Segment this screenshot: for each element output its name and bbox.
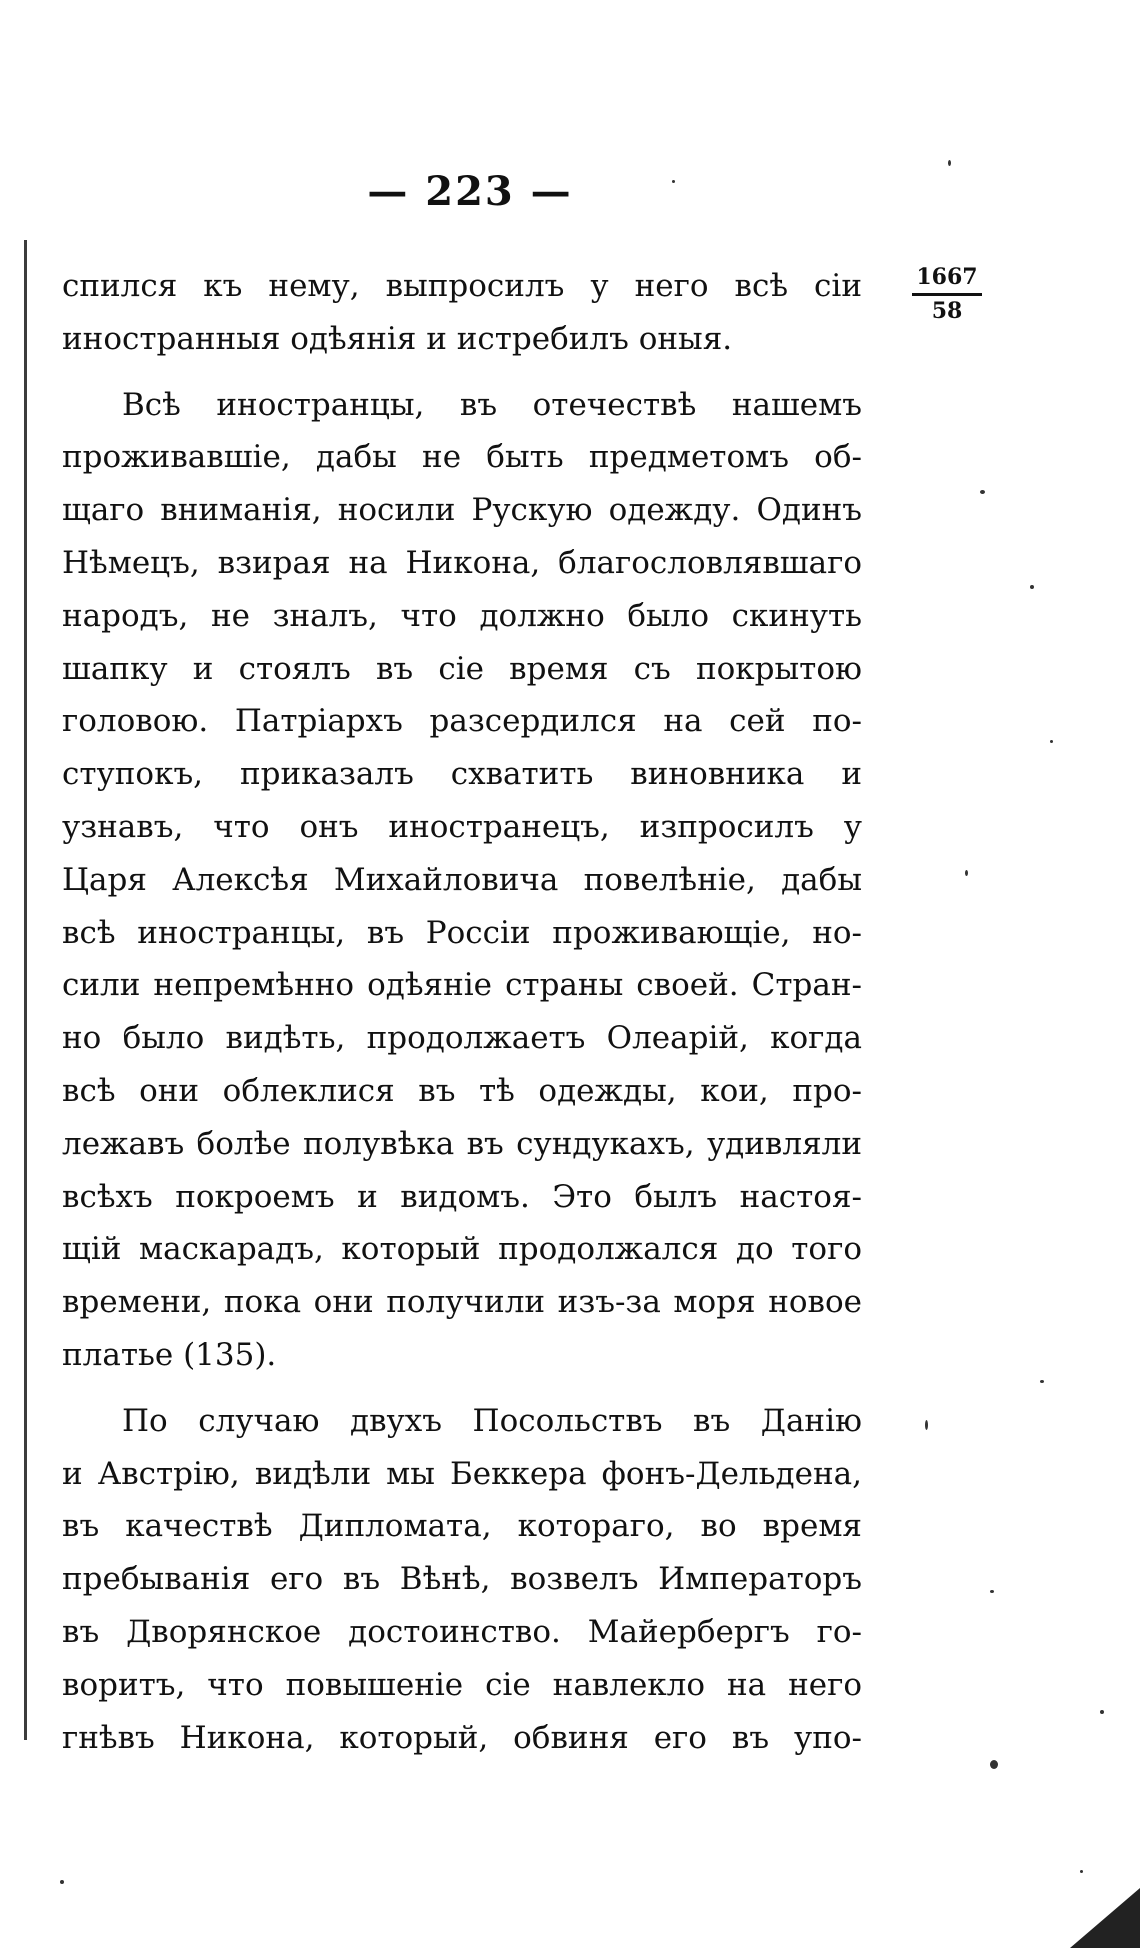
text-line: воритъ, что повышеніе сіе навлекло на него (62, 1666, 862, 1703)
text-line: По случаю двухъ Посольствъ въ Данію (122, 1402, 862, 1439)
body-text (62, 260, 862, 1764)
text-line: иностранныя одѣянія и истребилъ оныя. (62, 320, 733, 357)
text-line: щаго вниманія, носили Рускую одежду. Одинъ (62, 492, 862, 529)
text-line: шапку и стоялъ въ сіе время съ покрытою (62, 650, 862, 687)
text-line: и Австрію, видѣли мы Беккера фонъ-Дельдена, (62, 1455, 862, 1492)
text-line: времени, пока они получили изъ-за моря новое (62, 1284, 862, 1321)
text-line: Царя Алексѣя Михайловича повелѣніе, дабы (62, 861, 862, 898)
text-line: въ качествѣ Дипломата, котораго, во время (62, 1508, 862, 1545)
page-edge-rule (24, 240, 27, 1740)
scan-speck (1030, 585, 1034, 589)
text-line: головою. Патріархъ разсердился на сей по- (62, 703, 862, 740)
scan-speck (990, 1590, 994, 1593)
scan-speck (980, 490, 985, 494)
text-line: проживавшіе, дабы не быть предметомъ об- (62, 439, 862, 476)
margin-note (912, 262, 982, 326)
text-line: всѣ иностранцы, въ Россіи проживающіе, но- (62, 914, 862, 951)
margin-note-year: 1667 (912, 262, 982, 296)
scan-speck (1040, 1380, 1044, 1383)
scan-speck (965, 870, 968, 876)
text-line: гнѣвъ Никона, который, обвиня его въ упо- (62, 1719, 862, 1756)
text-line: сили непремѣнно одѣяніе страны своей. Стран- (62, 967, 862, 1004)
paragraph (62, 260, 862, 366)
text-line: щій маскарадъ, который продолжался до того (62, 1231, 862, 1268)
scan-corner-shadow (1070, 1888, 1140, 1948)
scan-speck (925, 1420, 928, 1430)
text-line: Всѣ иностранцы, въ отечествѣ нашемъ (122, 386, 862, 423)
paragraph (62, 1395, 862, 1765)
text-line: ступокъ, приказалъ схватить виновника и (62, 756, 862, 793)
text-line: лежавъ болѣе полувѣка въ сундукахъ, удивляли (62, 1125, 862, 1162)
text-line: узнавъ, что онъ иностранецъ, изпросилъ у (62, 808, 862, 845)
page-number: — 223 — (367, 168, 573, 215)
text-line: но было видѣть, продолжаетъ Олеарій, когда (62, 1020, 862, 1057)
scan-speck (1100, 1710, 1104, 1714)
scan-speck (60, 1880, 64, 1884)
scan-speck (1050, 740, 1053, 743)
paragraph (62, 379, 862, 1382)
text-line: всѣ они облеклися въ тѣ одежды, кои, про- (62, 1072, 862, 1109)
scan-speck (948, 160, 951, 166)
text-line: Нѣмецъ, взирая на Никона, благословлявшаго (62, 544, 862, 581)
text-line: платье (135). (62, 1336, 277, 1373)
scan-speck (1080, 1870, 1083, 1873)
text-line: народъ, не зналъ, что должно было скинуть (62, 597, 862, 634)
text-line: пребыванія его въ Вѣнѣ, возвелъ Императоръ (62, 1561, 862, 1598)
scan-speck (990, 1760, 998, 1769)
text-line: спился къ нему, выпросилъ у него всѣ сіи (62, 268, 862, 304)
text-line: въ Дворянское достоинство. Майербергъ го- (62, 1613, 862, 1650)
margin-note-sub: 58 (931, 298, 963, 324)
text-line: всѣхъ покроемъ и видомъ. Это былъ настоя- (62, 1178, 862, 1215)
scan-speck (672, 180, 675, 183)
